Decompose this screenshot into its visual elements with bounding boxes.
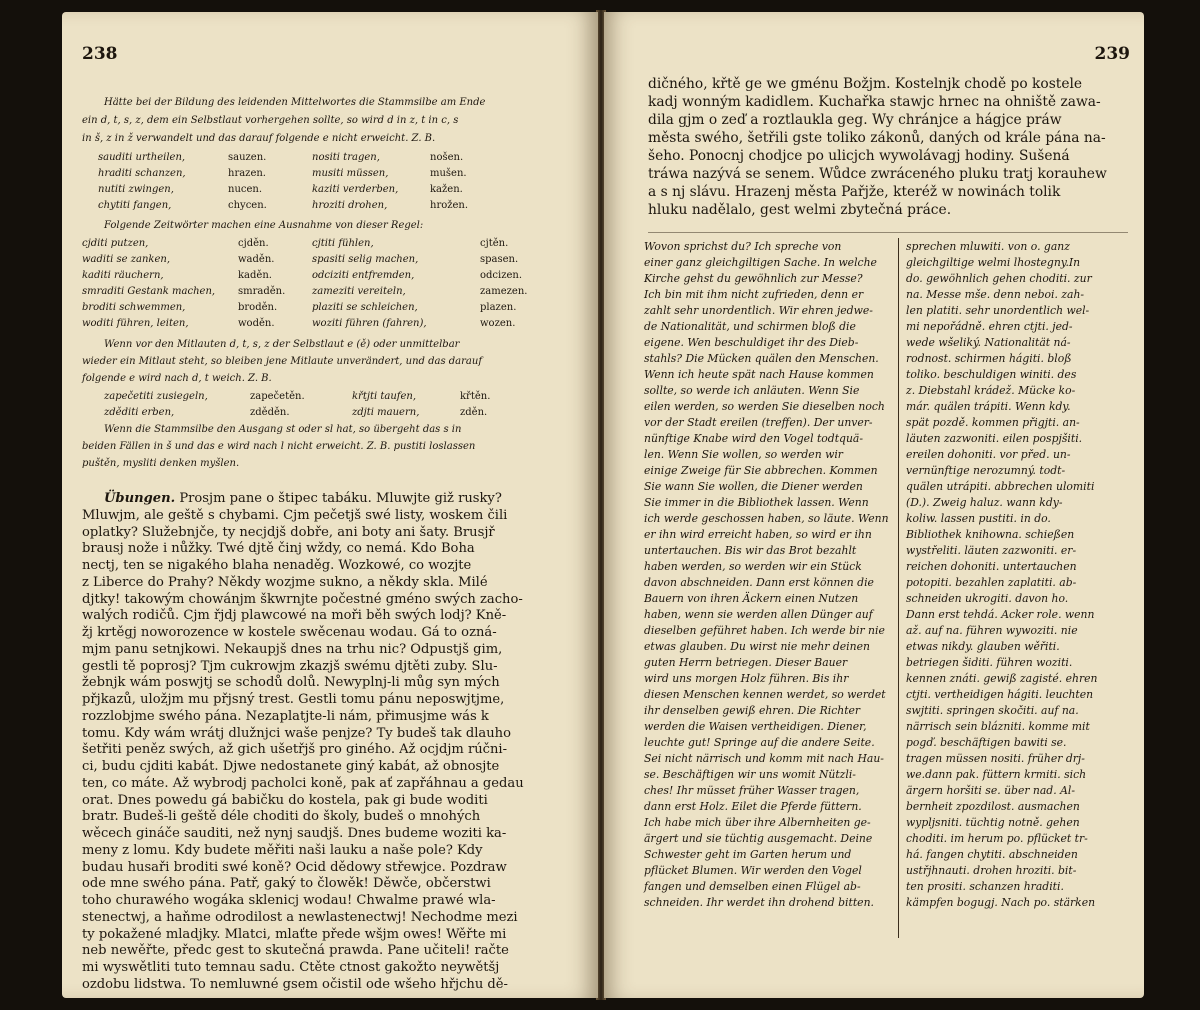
german-line: dann erst Holz. Eilet die Pferde füttern. <box>644 800 862 813</box>
table3-cell: zděditi erben, <box>104 407 175 418</box>
table2-cell: broditi schwemmen, <box>82 302 186 313</box>
exercise-line: tomu. Kdy wám wrátj dlužnjci waše penjze? Ty budeš tak dlauho <box>82 726 511 741</box>
exercise-line: ci, budu cjditi kabát. Djwe nedostanete giný kabát, až obnosjte <box>82 759 500 774</box>
rule-exceptions: Folgende Zeitwörter machen eine Ausnahme von dieser Regel: <box>104 220 424 231</box>
vocab-line: kennen znáti. gewiß zagisté. ehren <box>906 672 1098 685</box>
rule-intro-line: ein d, t, s, z, dem ein Selbstlaut vorhergehen sollte, so wird d in z, t in c, s <box>82 115 459 126</box>
vocab-line: wede wšeliký. Nationalität ná- <box>906 336 1071 349</box>
german-line: eigene. Wen beschuldiget ihr des Dieb- <box>644 336 859 349</box>
german-line: Bauern von ihren Äckern einen Nutzen <box>644 592 859 605</box>
table1-cell: nošen. <box>430 152 464 163</box>
german-line: de Nationalität, und schirmen bloß die <box>644 320 856 333</box>
vocab-line: z. Diebstahl krádež. Mücke ko- <box>906 384 1076 397</box>
exercise-line: žebnjk wám poswjtj se schodů dolů. Newyplnj-li můg syn mých <box>82 675 500 690</box>
german-line: diesen Menschen kennen werdet, so werdet <box>644 688 886 701</box>
vocab-line: ctjti. vertheidigen hágiti. leuchten <box>906 688 1094 701</box>
german-line: nünftige Knabe wird den Vogel todtquä- <box>644 432 863 445</box>
section-rule <box>648 232 1128 233</box>
table1-cell: nutiti zwingen, <box>98 184 174 195</box>
german-line: sollte, so werde ich anläuten. Wenn Sie <box>644 384 860 397</box>
table2-cell: woditi führen, leiten, <box>82 318 189 329</box>
vocab-line: rodnost. schirmen hágiti. bloß <box>906 352 1072 365</box>
top-paragraph-line: a s nj slávu. Hrazenj města Pařjže, kteréž w nowinách tolik <box>648 184 1061 200</box>
german-line: stahls? Die Mücken quälen den Menschen. <box>644 352 879 365</box>
table2-cell: kaditi räuchern, <box>82 270 164 281</box>
table3-cell: zapečetiti zusiegeln, <box>104 391 208 402</box>
rule-consonants-line: Wenn vor den Mitlauten d, t, s, z der Selbstlaut e (ě) oder unmittelbar <box>104 339 460 350</box>
right-page <box>604 12 1144 998</box>
german-line: Wenn ich heute spät nach Hause kommen <box>644 368 874 381</box>
exercise-line: ten, co máte. Až wybrodj pacholci koně, pak ať zapřáhnau a gedau <box>82 776 524 791</box>
table1-cell: nucen. <box>228 184 263 195</box>
table1-cell: hrazen. <box>228 168 266 179</box>
table2-cell: plaziti se schleichen, <box>312 302 418 313</box>
german-line: pflücket Blumen. Wir werden den Vogel <box>644 864 862 877</box>
vocab-line: reichen dohoniti. untertauchen <box>906 560 1077 573</box>
vocab-line: närrisch sein blázniti. komme mit <box>906 720 1090 733</box>
vocab-line: quälen utrápiti. abbrechen ulomiti <box>906 480 1095 493</box>
vocab-line: ten prositi. schanzen hraditi. <box>906 880 1064 893</box>
table2-cell: broděn. <box>238 302 278 313</box>
german-line: einige Zweige für Sie abbrechen. Kommen <box>644 464 878 477</box>
exercise-line: brausj nože i nůžky. Twé djtě činj wždy, co nemá. Kdo Boha <box>82 541 475 556</box>
exercise-line: mjm panu setnjkowi. Nekaupjš dnes na trhu nic? Odpustjš gim, <box>82 642 503 657</box>
vocab-line: már. quälen trápiti. Wenn kdy. <box>906 400 1071 413</box>
german-line: haben werden, so werden wir ein Stück <box>644 560 862 573</box>
table1-cell: musiti müssen, <box>312 168 389 179</box>
german-line: ärgert und sie tüchtig ausgemacht. Deine <box>644 832 873 845</box>
german-line: Ich bin mit ihm nicht zufrieden, denn er <box>644 288 864 301</box>
table1-cell: chycen. <box>228 200 267 211</box>
exercise-line: walých rodičů. Cjm řjdj plawcowé na moři běh swých lodj? Kně- <box>82 608 507 623</box>
exercise-first-line <box>104 492 502 505</box>
german-line: Ich habe mich über ihre Albernheiten ge- <box>644 816 871 829</box>
german-line: davon abschneiden. Dann erst können die <box>644 576 874 589</box>
table2-cell: wozen. <box>480 318 516 329</box>
vocab-line: betriegen šiditi. führen woziti. <box>906 656 1073 669</box>
top-paragraph-line: dila gjm o zeď a roztlaukla geg. Wy chránjce a hágjce práw <box>648 112 1062 128</box>
table1-cell: nositi tragen, <box>312 152 380 163</box>
table3-cell: zděn. <box>460 407 488 418</box>
exercise-heading: Übungen. <box>104 491 176 506</box>
exercise-line: bratr. Budeš-li geště déle choditi do školy, budeš o mnohých <box>82 809 481 824</box>
exercise-line: orat. Dnes powedu gá babičku do kostela, pak gi bude woditi <box>82 793 488 808</box>
german-line: einer ganz gleichgiltigen Sache. In welche <box>644 256 877 269</box>
exercise-line: meny z lomu. Kdy budete měřiti naši lauku a naše pole? Kdy <box>82 843 483 858</box>
german-line: Sie immer in die Bibliothek lassen. Wenn <box>644 496 869 509</box>
table2-cell: cjděn. <box>238 238 269 249</box>
vocab-line: we.dann pak. füttern krmiti. sich <box>906 768 1087 781</box>
vocab-line: na. Messe mše. denn neboi. zah- <box>906 288 1085 301</box>
german-line: Wovon sprichst du? Ich spreche von <box>644 240 842 253</box>
table1-cell: sauditi urtheilen, <box>98 152 186 163</box>
vocab-line: až. auf na. führen wywoziti. nie <box>906 624 1078 637</box>
vocab-line: choditi. im herum po. pflücket tr- <box>906 832 1088 845</box>
table2-cell: spasen. <box>480 254 519 265</box>
table1-cell: hroziti drohen, <box>312 200 388 211</box>
german-line: guten Herrn betriegen. Dieser Bauer <box>644 656 848 669</box>
table2-cell: waděn. <box>238 254 275 265</box>
table1-cell: chytiti fangen, <box>98 200 172 211</box>
page-number-right: 239 <box>1094 44 1130 64</box>
table2-cell: smraditi Gestank machen, <box>82 286 216 297</box>
table2-cell: smraděn. <box>238 286 286 297</box>
exercise-line: toho churawého wogáka sklenicj wodau! Chwalme prawé wla- <box>82 893 496 908</box>
exercise-line: šetřiti peněz swých, až gich ušetřjš pro giného. Až ocjdjm rúčni- <box>82 742 508 757</box>
column-divider <box>898 238 899 938</box>
table1-cell: kaziti verderben, <box>312 184 399 195</box>
german-line: werden die Waisen vertheidigen. Diener, <box>644 720 867 733</box>
german-line: Sie wann Sie wollen, die Diener werden <box>644 480 863 493</box>
table1-cell: hraditi schanzen, <box>98 168 186 179</box>
vocab-line: pogď. beschäftigen bawiti se. <box>906 736 1067 749</box>
table2-cell: woděn. <box>238 318 275 329</box>
german-line: zahlt sehr unordentlich. Wir ehren jedwe- <box>644 304 873 317</box>
vocab-line: läuten zazwoniti. eilen pospjšiti. <box>906 432 1083 445</box>
german-line: fangen und demselben einen Flügel ab- <box>644 880 861 893</box>
top-paragraph-line: šeho. Ponocnj chodjce po ulicjch wywolávagj hodiny. Sušená <box>648 148 1070 164</box>
german-line: ihr denselben gewiß ehren. Die Richter <box>644 704 861 717</box>
exercise-line: djtky! takowým chowánjm škwrnjte počestné gméno swých zacho- <box>82 592 523 607</box>
german-line: Schwester geht im Garten herum und <box>644 848 852 861</box>
table2-cell: odcizen. <box>480 270 523 281</box>
rule-intro-line: Hätte bei der Bildung des leidenden Mittelwortes die Stammsilbe am Ende <box>104 97 486 108</box>
vocab-line: (D.). Zweig haluz. wann kdy- <box>906 496 1063 509</box>
exercise-line: ozdobu lidstwa. To nemluwné gsem očistil ode wšeho hřjchu dě- <box>82 977 508 992</box>
table3-cell: zdjti mauern, <box>352 407 420 418</box>
exercise-line: neb newěřte, předc gest to skutečná prawda. Pane učiteli! račte <box>82 943 509 958</box>
exercise-line: přjkazů, uložjm mu přjsný trest. Gestli tomu pánu neposwjtjme, <box>82 692 505 707</box>
exercise-line: gestli tě poprosj? Tjm cukrowjm zkazjš swému djtěti zuby. Slu- <box>82 659 498 674</box>
german-line: ich werde geschossen haben, so läute. Wenn <box>644 512 889 525</box>
table2-cell: zamezen. <box>480 286 528 297</box>
vocab-line: potopiti. bezahlen zaplatiti. ab- <box>906 576 1077 589</box>
vocab-line: etwas nikdy. glauben wěřiti. <box>906 640 1060 653</box>
german-line: vor der Stadt ereilen (treffen). Der unver- <box>644 416 873 429</box>
exercise-line: budau husaři broditi swé koně? Ocid dědowy střewjce. Pozdraw <box>82 860 507 875</box>
table2-cell: plazen. <box>480 302 517 313</box>
rule-stem-line: Wenn die Stammsilbe den Ausgang st oder sl hat, so übergeht das s in <box>104 424 462 435</box>
left-page <box>62 12 598 998</box>
vocab-line: koliw. lassen pustiti. in do. <box>906 512 1051 525</box>
vocab-line: spät pozdě. kommen přigjti. an- <box>906 416 1080 429</box>
rule-stem-line: beiden Fällen in š und das e wird nach l nicht erweicht. Z. B. pustiti loslassen <box>82 441 476 452</box>
german-line: wird uns morgen Holz führen. Bis ihr <box>644 672 849 685</box>
vocab-line: ustřjhnauti. drohen hroziti. bit- <box>906 864 1077 877</box>
german-line: Kirche gehst du gewöhnlich zur Messe? <box>644 272 863 285</box>
vocab-line: Dann erst tehdá. Acker role. wenn <box>906 608 1095 621</box>
german-line: se. Beschäftigen wir uns womit Nützli- <box>644 768 856 781</box>
exercise-line: rozzlobjme swého pána. Nezaplatjte-li nám, přimusjme wás k <box>82 709 489 724</box>
exercise-line: nectj, ten se nigakého blaha nenaděg. Wozkowé, co wozjte <box>82 558 472 573</box>
exercise-line: ode mne swého pána. Patř, gaký to člowěk! Děwče, občerstwi <box>82 876 491 891</box>
vocab-line: sprechen mluwiti. von o. ganz <box>906 240 1070 253</box>
table2-cell: zameziti vereiteln, <box>312 286 406 297</box>
vocab-line: gleichgiltige welmi lhostegny.In <box>906 256 1081 269</box>
exercise-line: oplatky? Služebnjče, ty necjdjš dobře, ani boty ani šaty. Brusjř <box>82 525 495 540</box>
table2-cell: cjtěn. <box>480 238 509 249</box>
exercise-line: Prosjm pane o štipec tabáku. Mluwjte giž rusky? <box>179 491 502 506</box>
vocab-line: há. fangen chytiti. abschneiden <box>906 848 1078 861</box>
table3-cell: zděděn. <box>250 407 290 418</box>
page-number-left: 238 <box>82 44 118 64</box>
german-line: dieselben geführet haben. Ich werde bir nie <box>644 624 885 637</box>
vocab-line: Bibliothek knihowna. schießen <box>906 528 1075 541</box>
table3-cell: křtjti taufen, <box>352 391 417 402</box>
vocab-line: bernheit zpozdilost. ausmachen <box>906 800 1080 813</box>
vocab-line: ärgern horšiti se. über nad. Al- <box>906 784 1075 797</box>
vocab-line: kämpfen bogugj. Nach po. stärken <box>906 896 1096 909</box>
table1-cell: hrožen. <box>430 200 469 211</box>
table3-cell: křtěn. <box>460 391 491 402</box>
vocab-line: schneiden ukrogiti. davon ho. <box>906 592 1069 605</box>
exercise-line: žj krtěgj noworozence w kostele swěcenau wodau. Gá to ozná- <box>82 625 497 640</box>
table2-cell: woziti führen (fahren), <box>312 318 427 329</box>
rule-stem-line: puštěn, mysliti denken myšlen. <box>82 458 240 469</box>
vocab-line: len platiti. sehr unordentlich wel- <box>906 304 1090 317</box>
vocab-line: swjtiti. springen skočiti. auf na. <box>906 704 1079 717</box>
german-line: untertauchen. Bis wir das Brot bezahlt <box>644 544 857 557</box>
german-line: haben, wenn sie werden allen Dünger auf <box>644 608 873 621</box>
top-paragraph-line: tráwa nazývá se senem. Wůdce zwráceného pluku tratj korauhew <box>648 166 1107 182</box>
german-line: er ihn wird erreicht haben, so wird er ihn <box>644 528 872 541</box>
german-line: Sei nicht närrisch und komm mit nach Hau- <box>644 752 884 765</box>
vocab-line: ereilen dohoniti. vor před. un- <box>906 448 1071 461</box>
german-line: schneiden. Ihr werdet ihn drohend bitten. <box>644 896 874 909</box>
rule-consonants-line: folgende e wird nach d, t weich. Z. B. <box>82 373 272 384</box>
vocab-line: do. gewöhnlich gehen choditi. zur <box>906 272 1092 285</box>
table3-cell: zapečetěn. <box>250 391 305 402</box>
exercise-line: stenectwj, a haňme odrodilost a newlastenectwj! Nechodme mezi <box>82 910 518 925</box>
table2-cell: spasiti selig machen, <box>312 254 419 265</box>
exercise-line: wěcech gináče sauditi, než nynj saudjš. Dnes budeme woziti ka- <box>82 826 507 841</box>
table1-cell: sauzen. <box>228 152 267 163</box>
top-paragraph-line: hluku nadělalo, gest welmi zbytečná práce. <box>648 202 952 218</box>
top-paragraph-line: kadj wonným kadidlem. Kuchařka stawjc hrnec na ohniště zawa- <box>648 94 1101 110</box>
german-line: leuchte gut! Springe auf die andere Seite. <box>644 736 875 749</box>
german-line: etwas glauben. Du wirst nie mehr deinen <box>644 640 870 653</box>
exercise-line: mi wyswětliti tuto temnau sadu. Ctěte ctnost gakožto neywětšj <box>82 960 500 975</box>
table2-cell: kaděn. <box>238 270 272 281</box>
table2-cell: odciziti entfremden, <box>312 270 415 281</box>
vocab-line: wypljsniti. tüchtig notně. gehen <box>906 816 1080 829</box>
table2-cell: cjditi putzen, <box>82 238 149 249</box>
table1-cell: kažen. <box>430 184 463 195</box>
exercise-line: z Liberce do Prahy? Někdy wozjme sukno, a někdy skla. Milé <box>82 575 488 590</box>
german-line: len. Wenn Sie wollen, so werden wir <box>644 448 843 461</box>
exercise-line: Mluwjm, ale geště s chybami. Cjm pečetjš swé listy, woskem čili <box>82 508 508 523</box>
table2-cell: cjtiti fühlen, <box>312 238 374 249</box>
top-paragraph-line: dičného, křtě ge we gménu Božjm. Kostelnjk chodě po kostele <box>648 76 1083 92</box>
exercise-line: ty pokažené mladjky. Mlatci, mlaťte přede wšjm owes! Wěřte mi <box>82 927 507 942</box>
vocab-line: toliko. beschuldigen winiti. des <box>906 368 1077 381</box>
german-line: eilen werden, so werden Sie dieselben noch <box>644 400 885 413</box>
vocab-line: vernünftige nerozumný. todt- <box>906 464 1066 477</box>
table1-cell: mušen. <box>430 168 467 179</box>
vocab-line: tragen müssen nositi. früher drj- <box>906 752 1085 765</box>
vocab-line: mi nepořádně. ehren ctjti. jed- <box>906 320 1073 333</box>
vocab-line: wystřeliti. läuten zazwoniti. er- <box>906 544 1077 557</box>
rule-intro-line: in š, z in ž verwandelt und das darauf folgende e nicht erweicht. Z. B. <box>82 133 436 144</box>
table2-cell: waditi se zanken, <box>82 254 171 265</box>
rule-consonants-line: wieder ein Mitlaut steht, so bleiben jene Mitlaute unverändert, und das darauf <box>82 356 483 367</box>
top-paragraph-line: města swého, šetřili gste toliko zákonů, daných od krále pána na- <box>648 130 1106 146</box>
german-line: ches! Ihr müsset früher Wasser tragen, <box>644 784 860 797</box>
